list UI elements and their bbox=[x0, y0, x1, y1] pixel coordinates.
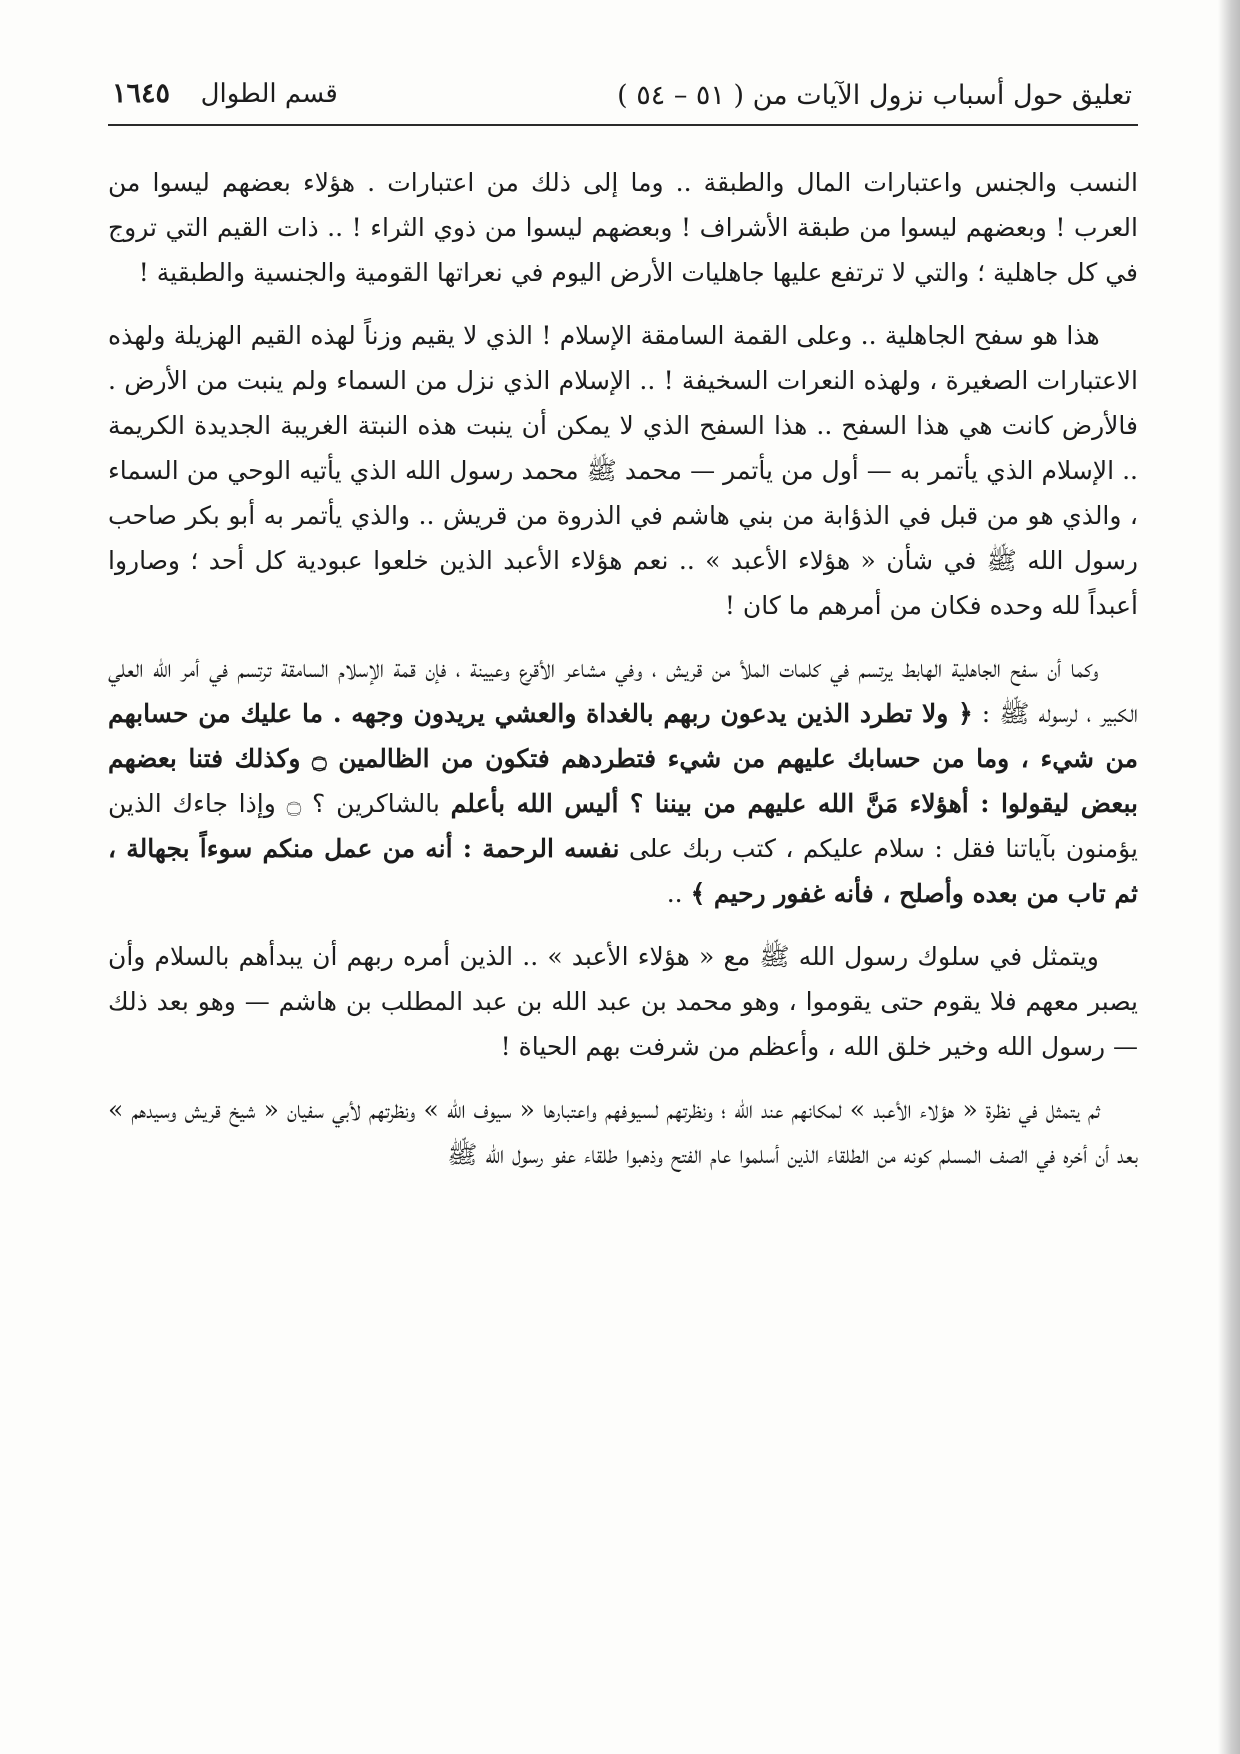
paragraph-text: ويتمثل في سلوك رسول الله ﷺ مع « هؤلاء الأعبد » .. الذين أمره ربهم أن يبدأهم بالسلام وأن يصبر معهم فلا يقوم حتى يقوموا ، وهو محمد بن عبد الله بن عبد المطلب بن هاشم — وهو بعد ذلك — رسول الله وخير خلق الله ، وأعظم من شرفت بهم الحياة ! bbox=[108, 942, 1138, 1061]
quran-quote-bold-end: نفسه الرحمة : أنه من عمل منكم سوءاً بجهالة ، ثم تاب من بعده وأصلح ، فأنه غفور رحيم ﴾ bbox=[108, 834, 1138, 908]
paragraph-text: هذا هو سفح الجاهلية .. وعلى القمة السامقة الإسلام ! الذي لا يقيم وزناً لهذه القيم الهزيلة ولهذه الاعتبارات الصغيرة ، ولهذه النعرات السخيفة ! .. الإسلام الذي نزل من السماء ولم ينبت من الأرض . فالأرض كانت هي هذا السفح .. هذا السفح الذي لا يمكن أن ينبت هذه النبتة الغريبة الجديدة الكريمة .. الإسلام الذي يأتمر به — أول من يأتمر — محمد ﷺ محمد رسول الله الذي يأتيه الوحي من السماء ، والذي هو من قبل في الذؤابة من بني هاشم في الذروة من قريش .. والذي يأتمر به أبو بكر صاحب رسول الله ﷺ في شأن « هؤلاء الأعبد » .. نعم هؤلاء الأعبد الذين خلعوا عبودية كل أحد ؛ وصاروا أعبداً لله وحده فكان من أمرهم ما كان ! bbox=[108, 321, 1138, 620]
paragraph-4 bbox=[108, 934, 1138, 1069]
header-title: تعليق حول أسباب نزول الآيات من ( ٥١ – ٥٤ ) bbox=[617, 80, 1132, 111]
running-header bbox=[112, 78, 1132, 118]
page-body bbox=[108, 160, 1138, 1177]
page-number: ١٦٤٥ bbox=[112, 78, 171, 109]
paragraph-text: ثم يتمثل في نظرة « هؤلاء الأعبد » لمكانهم عند الله ؛ ونظرتهم لسيوفهم واعتبارها « سيوف الله » ونظرتهم لأبي سفيان « شيخ قريش وسيدهم » بعد أن أخره في الصف المسلم كونه من الطلقاء الذين أسلموا عام الفتح وذهبوا طلقاء عفو رسول الله ﷺ bbox=[108, 1095, 1138, 1169]
page-edge-shadow bbox=[1218, 0, 1240, 1754]
quran-quote-bold: ﴿ ولا تطرد الذين يدعون ربهم بالغداة والعشي يريدون وجهه . ما عليك من حسابهم من شيء ، وما من حسابك عليهم من شيء فتطردهم فتكون من الظالمين ۝ وكذلك فتنا بعضهم ببعض ليقولوا : أهؤلاء مَنَّ الله عليهم من بيننا ؟ أليس الله بأعلم bbox=[108, 699, 1138, 818]
paragraph-2 bbox=[108, 313, 1138, 628]
quran-quote-plain: بالشاكرين ؟ ۝ وإذا جاءك الذين يؤمنون بآياتنا فقل : سلام عليكم ، كتب ربك على bbox=[108, 789, 1138, 863]
paragraph-text: وكما أن سفح الجاهلية الهابط يرتسم في كلمات الملأ من قريش ، وفي مشاعر الأقرع وعيينة ، فإن قمة الإسلام السامقة ترتسم في أمر الله العلي الكبير ، لرسوله ﷺ : bbox=[108, 654, 1138, 728]
header-rule bbox=[108, 124, 1138, 126]
paragraph-tail: .. bbox=[666, 879, 691, 908]
header-section: قسم الطوال bbox=[200, 79, 338, 109]
header-section-block bbox=[112, 78, 338, 109]
paragraph-5 bbox=[108, 1087, 1138, 1177]
paragraph-1 bbox=[108, 160, 1138, 295]
paragraph-text: النسب والجنس واعتبارات المال والطبقة .. وما إلى ذلك من اعتبارات . هؤلاء بعضهم ليسوا من العرب ! وبعضهم ليسوا من طبقة الأشراف ! وبعضهم ليسوا من ذوي الثراء ! .. ذات القيم التي تروج في كل جاهلية ؛ والتي لا ترتفع عليها جاهليات الأرض اليوم في نعراتها القومية والجنسية والطبقية ! bbox=[108, 168, 1138, 287]
paragraph-3 bbox=[108, 646, 1138, 916]
